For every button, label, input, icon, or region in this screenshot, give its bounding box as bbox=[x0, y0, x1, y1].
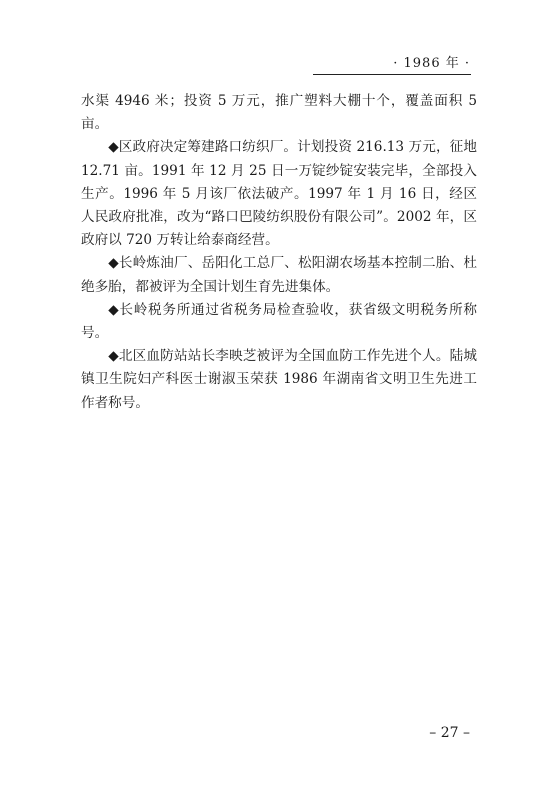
page-body bbox=[81, 90, 477, 415]
header-rule bbox=[313, 74, 471, 75]
paragraph: ◆长岭税务所通过省税务局检查验收，获省级文明税务所称号。 bbox=[81, 301, 477, 342]
paragraph: 水渠 4946 米；投资 5 万元，推广塑料大棚十个，覆盖面积 5 亩。 bbox=[81, 93, 477, 133]
page-number: – 27 – bbox=[429, 725, 470, 741]
running-head: · 1986 年 · bbox=[393, 56, 470, 71]
paragraph: ◆长岭炼油厂、岳阳化工总厂、松阳湖农场基本控制二胎、杜绝多胎，都被评为全国计划生育先进集体。 bbox=[81, 255, 477, 295]
paragraph: ◆北区血防站站长李映芝被评为全国血防工作先进个人。陆城镇卫生院妇产科医士谢淑玉荣获 1986 年湖南省文明卫生先进工作者称号。 bbox=[81, 348, 477, 411]
paragraph: ◆区政府决定筹建路口纺织厂。计划投资 216.13 万元，征地 12.71 亩。1991 年 12 月 25 日一万锭纱锭安装完毕，全部投入生产。1996 年 5 月该厂依法破产。1997 年 1 月 16 日，经区人民政府批准，改为“路口巴陵纺织股份有限公司”。2002 年，区政府以 720 万转让给泰商经营。 bbox=[81, 139, 477, 249]
